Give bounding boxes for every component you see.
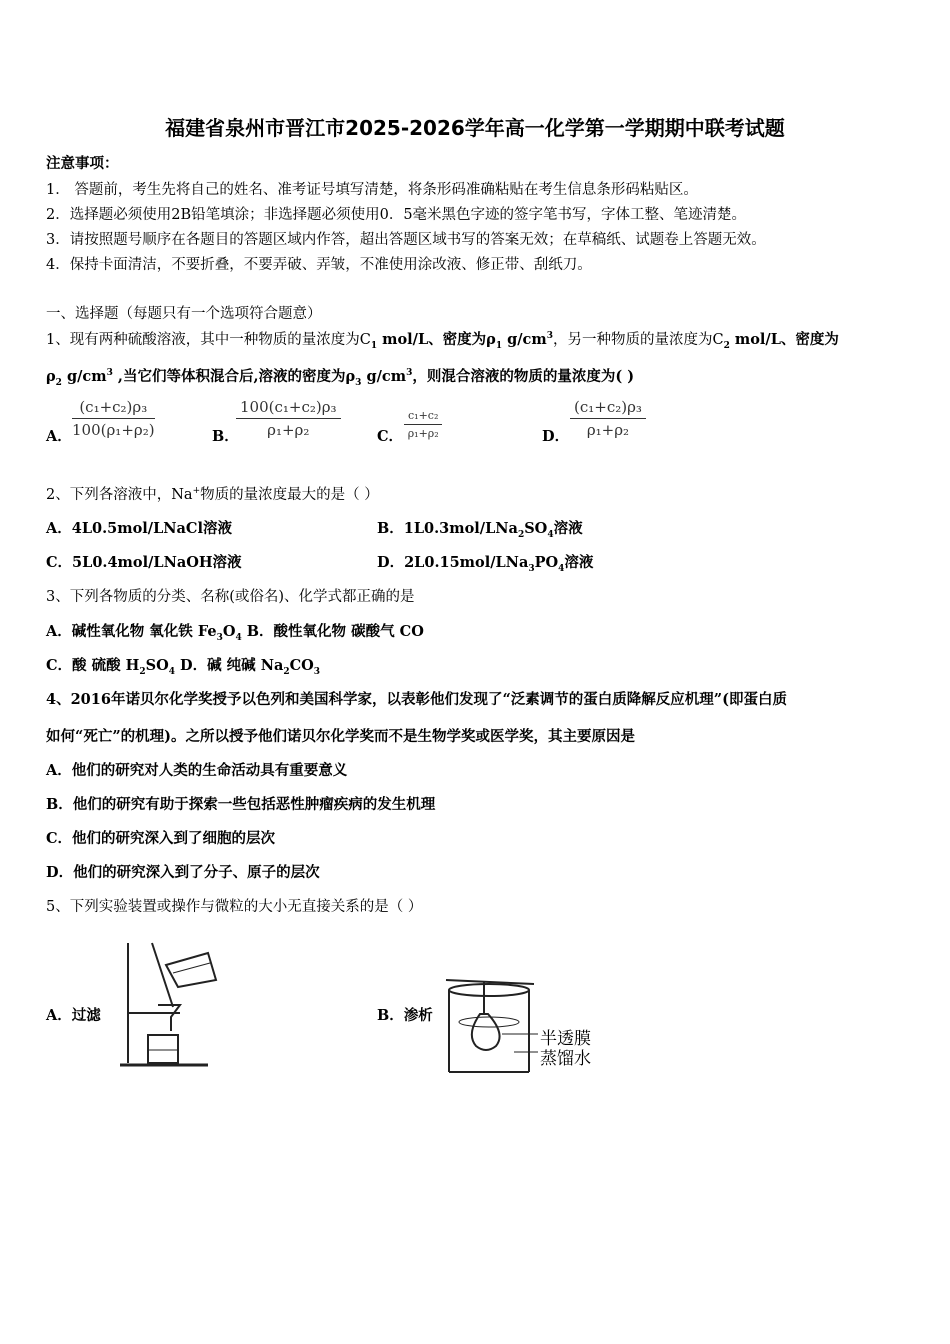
notice-item-3: 3．请按照题号顺序在各题目的答题区域内作答，超出答题区域书写的答案无效；在草稿纸、试题卷上答题无效。 (46, 232, 766, 248)
notice-item-2: 2．选择题必须使用2B铅笔填涂；非选择题必须使用0．5毫米黑色字迹的签字笔书写，字体工整、笔迹清楚。 (46, 207, 747, 223)
q4-option-b: B．他们的研究有助于探索一些包括恶性肿瘤疾病的发生机理 (46, 796, 436, 813)
q4-stem-line2: 如何“死亡”的机理)。之所以授予他们诺贝尔化学奖而不是生物学奖或医学奖，其主要原因是 (46, 728, 636, 745)
notice-item-4: 4．保持卡面清洁，不要折叠，不要弄破、弄皱，不准使用涂改液、修正带、刮纸刀。 (46, 257, 592, 273)
page-title: 福建省泉州市晋江市2025-2026学年高一化学第一学期期中联考试题 (165, 116, 785, 140)
q5-option-a: A．过滤 (46, 1007, 101, 1024)
q1-option-a-label: A． (46, 428, 72, 445)
q1-option-a-formula: $\frac{\text{(c₁+c₂)ρ₃}}{\text{100(ρ₁+ρ₂)}}$ (72, 398, 155, 439)
q2-option-b: B．$1L0.3mol/LNa_2SO_4$溶液 (377, 520, 583, 540)
q1-option-b-label: B． (212, 428, 239, 445)
q4-option-c: C．他们的研究深入到了细胞的层次 (46, 830, 276, 847)
q1-stem-line1: 1、现有两种硫酸溶液，其中一种物质的量浓度为$C_1$ mol/L、密度为$\rho_1$ $g/cm^3$，另一种物质的量浓度为$C_2$ mol/L、密度为 (46, 331, 839, 351)
q2-option-a: A．4L0.5mol/LNaCl溶液 (46, 520, 232, 537)
q5-stem: 5、下列实验装置或操作与微粒的大小无直接关系的是（ ） (46, 899, 423, 915)
q1-option-d-formula: $\frac{\text{(c₁+c₂)ρ₃}}{\text{ρ₁+ρ₂}}$ (570, 398, 646, 439)
q1-option-c-label: C． (377, 428, 404, 445)
q3-options-ab: A．碱性氧化物 氧化铁 $Fe_3O_4$ B．酸性氧化物 碳酸气 CO (46, 623, 424, 643)
q1-option-b-formula: $\frac{\text{100(c₁+c₂)ρ₃}}{\text{ρ₁+ρ₂}}$ (236, 398, 341, 439)
q2-option-d: D．$2L0.15mol/LNa_3PO_4$溶液 (377, 554, 594, 574)
q1-option-c-formula: $\frac{\text{c₁+c₂}}{\text{ρ₁+ρ₂}}$ (404, 409, 442, 440)
section-heading: 一、选择题（每题只有一个选项符合题意） (46, 306, 322, 322)
q4-option-a: A．他们的研究对人类的生命活动具有重要意义 (46, 762, 348, 779)
notice-item-1: 1． 答题前，考生先将自己的姓名、准考证号填写清楚，将条形码准确粘贴在考生信息条形码粘贴区。 (46, 182, 698, 198)
membrane-label: 半透膜 (540, 1029, 591, 1049)
q4-option-d: D．他们的研究深入到了分子、原子的层次 (46, 864, 320, 881)
q1-option-d-label: D． (542, 428, 570, 445)
filtration-apparatus-figure (118, 935, 223, 1070)
q4-stem-line1: 4、2016年诺贝尔化学奖授予以色列和美国科学家，以表彰他们发现了“泛素调节的蛋白质降解反应机理”(即蛋白质 (46, 691, 787, 708)
q3-stem: 3、下列各物质的分类、名称(或俗名)、化学式都正确的是 (46, 589, 415, 605)
q2-option-c: C．5L0.4mol/LNaOH溶液 (46, 554, 242, 571)
q5-option-b: B．渗析 (377, 1007, 433, 1024)
distilled-water-label: 蒸馏水 (540, 1049, 591, 1069)
q3-options-cd: C．酸 硫酸 $H_2SO_4$ D．碱 纯碱 $Na_2CO_3$ (46, 657, 321, 677)
q2-stem: 2、下列各溶液中，Na+物质的量浓度最大的是（ ） (46, 486, 379, 503)
notice-heading: 注意事项： (46, 155, 119, 172)
q1-stem-line2: $\rho_2$ $g/cm^3$ ,当它们等体积混合后,溶液的密度为$\rho_3$ $g/cm^3$，则混合溶液的物质的量浓度为( ) (46, 368, 635, 388)
